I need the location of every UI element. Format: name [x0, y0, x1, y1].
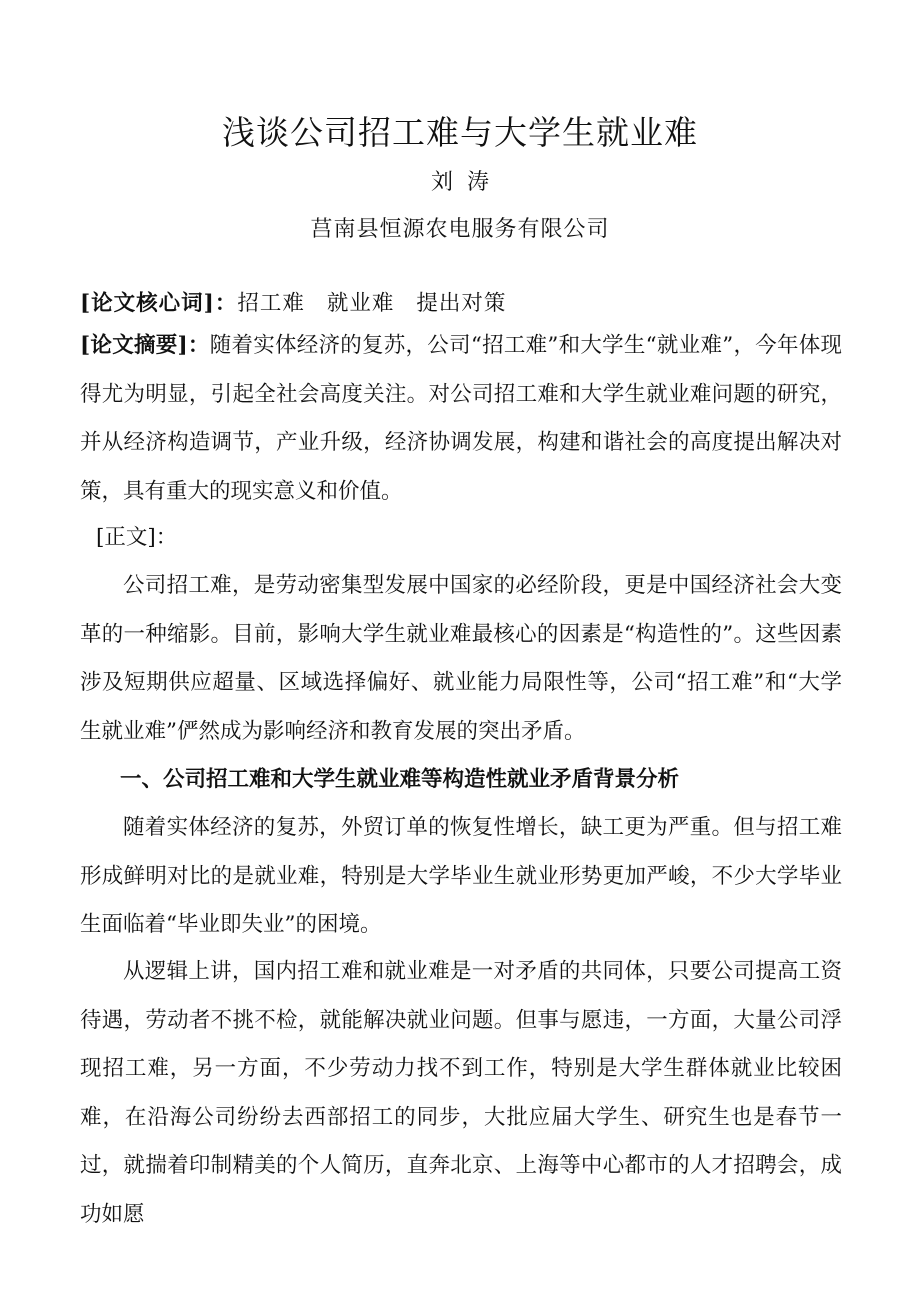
document-title: 浅谈公司招工难与大学生就业难	[222, 113, 698, 152]
body-paragraph-2: 随着实体经济的复苏，外贸订单的恢复性增长，缺工更为严重。但与招工难形成鲜明对比的是就业难，特别是大学毕业生就业形势更加严峻，不少大学毕业生面临着“毕业即失业”的困境。	[80, 815, 842, 937]
abstract-label: [论文摘要]：	[80, 333, 210, 358]
keyword-item: 提出对策	[416, 291, 507, 316]
body-paragraph-1: 公司招工难，是劳动密集型发展中国家的必经阶段，更是中国经济社会大变革的一种缩影。目前，影响大学生就业难最核心的因素是“构造性的”。这些因素涉及短期供应超量、区域选择偏好、就业能力局限性等，公司“招工难”和“大学生就业难”俨然成为影响经济和教育发展的突出矛盾。	[80, 573, 842, 744]
section-heading-1: 一、公司招工难和大学生就业难等构造性就业矛盾背景分析	[120, 767, 680, 792]
keyword-item: 就业难	[326, 291, 395, 316]
keyword-item: 招工难	[237, 291, 305, 316]
body-paragraph-3: 从逻辑上讲，国内招工难和就业难是一对矛盾的共同体，只要公司提高工资待遇，劳动者不挑不检，就能解决就业问题。但事与愿违，一方面，大量公司浮现招工难，另一方面，不少劳动力找不到工作，特别是大学生群体就业比较困难，在沿海公司纷纷去西部招工的同步，大批应届大学生、研究生也是春节一过，就揣着印制精美的个人简历，直奔北京、上海等中心都市的人才招聘会，成功如愿	[80, 959, 842, 1227]
author-name: 刘涛	[430, 170, 503, 195]
keywords-label: [论文核心词]：	[80, 291, 238, 316]
abstract-text: 随着实体经济的复苏，公司“招工难”和大学生“就业难”，今年体现得尤为明显，引起全社会高度关注。对公司招工难和大学生就业难问题的研究，并从经济构造调节，产业升级，经济协调发展，构建和谐社会的高度提出解决对策，具有重大的现实意义和价值。	[80, 333, 842, 504]
author-organization: 莒南县恒源农电服务有限公司	[310, 217, 610, 242]
abstract	[80, 322, 842, 516]
body-label: [正文]：	[96, 525, 178, 550]
